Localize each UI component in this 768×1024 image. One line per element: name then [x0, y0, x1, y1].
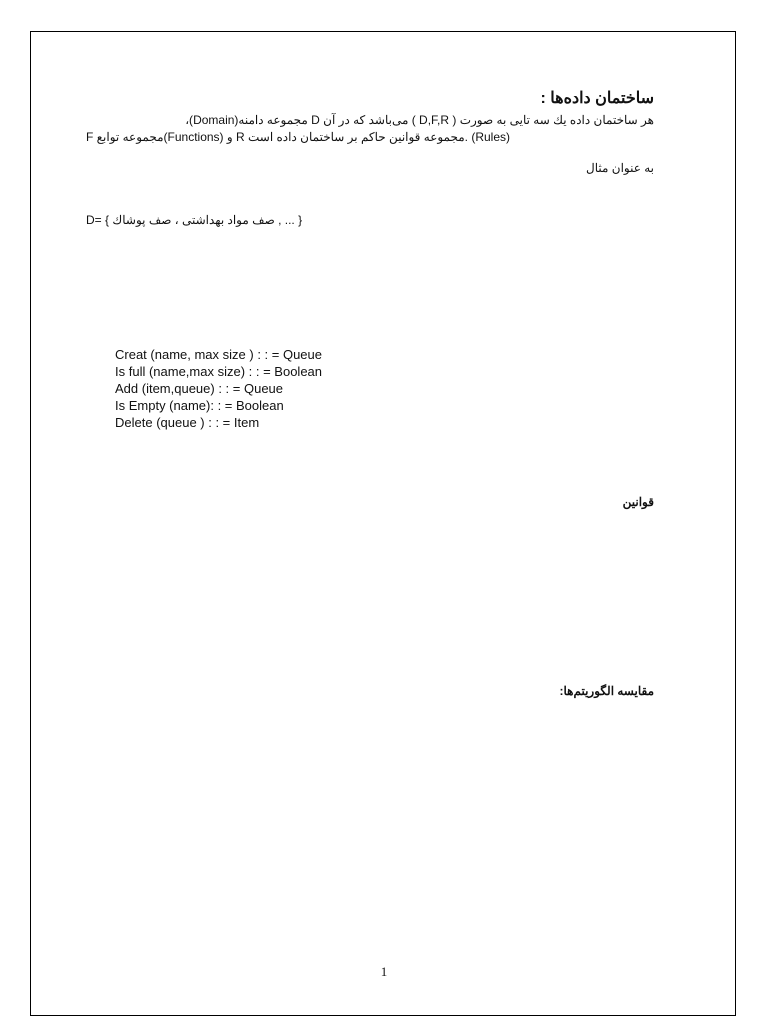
- example-heading: به عنوان مثال: [586, 161, 654, 175]
- algorithms-heading: مقایسه الگوریتم‌ها:: [559, 684, 654, 698]
- definition-line-2: F مجموعه توابع(Functions) و R مجموعه قوانین حاكم بر ساختمان داده است. (Rules): [86, 130, 511, 144]
- operation-line: Delete (queue ) : : = Item: [115, 415, 260, 430]
- rules-heading: قوانین: [622, 495, 654, 509]
- page-number: 1: [380, 964, 388, 979]
- page-border: [30, 31, 736, 1016]
- page-title: ساختمان داده‌ها :: [540, 90, 654, 107]
- operation-line: Creat (name, max size ) : : = Queue: [115, 347, 322, 362]
- operation-line: Add (item,queue) : : = Queue: [115, 381, 284, 396]
- operation-line: Is Empty (name): : = Boolean: [115, 398, 284, 413]
- definition-line-1: هر ساختمان داده یك سه تایی به صورت ( D,F,R ) می‌باشد كه در آن D مجموعه دامنه(Domain)،: [185, 113, 654, 127]
- operation-line: Is full (name,max size) : : = Boolean: [115, 364, 323, 379]
- queue-set: D= { صف مواد بهداشتی ، صف پوشاك , ... }: [86, 213, 303, 227]
